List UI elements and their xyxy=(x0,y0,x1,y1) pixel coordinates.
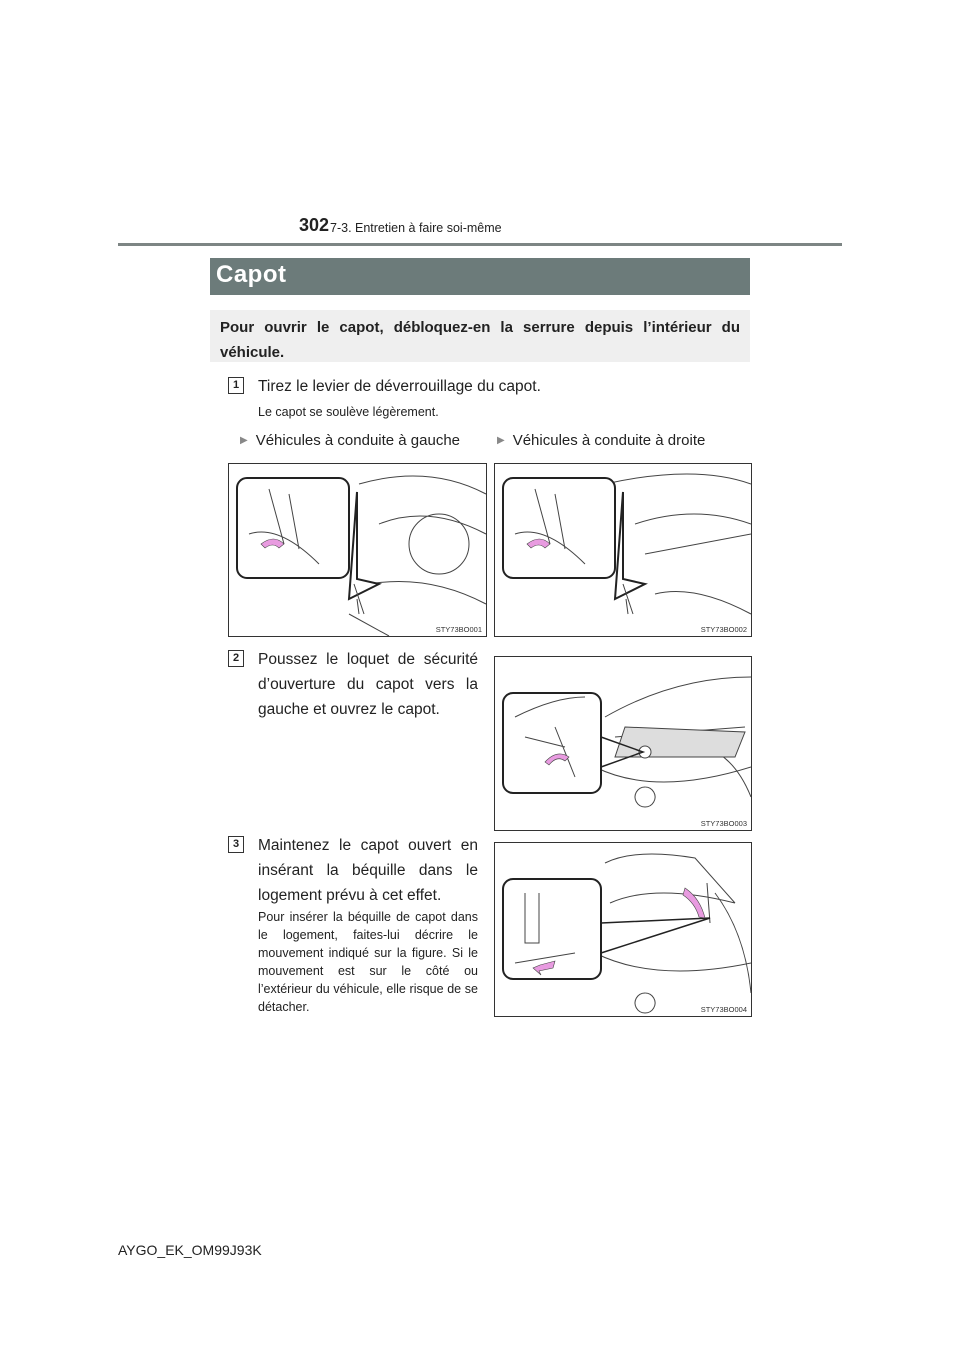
step-number: 1 xyxy=(228,377,244,394)
figure-id: STY73BO002 xyxy=(700,625,747,634)
figure-rhd-lever xyxy=(494,463,752,637)
intro-box xyxy=(210,310,750,362)
step-text: Maintenez le capot ouvert en insérant la béquille dans le logement prévu à cet effet. xyxy=(258,837,478,904)
figure-safety-latch xyxy=(494,656,752,831)
step-number: 3 xyxy=(228,836,244,853)
section-title: 7-3. Entretien à faire soi-même xyxy=(330,221,502,235)
variant-label-left xyxy=(240,432,460,449)
figure-id: STY73BO003 xyxy=(700,819,747,828)
triangle-bullet-icon: ▶ xyxy=(240,435,248,446)
page-title: Capot xyxy=(216,261,287,288)
step-number: 2 xyxy=(228,650,244,667)
figure-id: STY73BO004 xyxy=(700,1005,747,1014)
step-text: Tirez le levier de déverrouillage du capot. xyxy=(258,378,541,395)
step-note: Pour insérer la béquille de capot dans le logement, faites-lui décrire le mouvement indiqué sur la figure. Si le mouvement est sur le côté ou l’extérieur du véhicule, elle risque de se détacher. xyxy=(258,910,478,1014)
header-rule xyxy=(118,243,842,246)
variant-label-right xyxy=(497,432,705,449)
triangle-bullet-icon: ▶ xyxy=(497,435,505,446)
step-text: Poussez le loquet de sécurité d’ouverture du capot vers la gauche et ouvrez le capot. xyxy=(258,651,478,718)
title-bar xyxy=(210,258,750,295)
document-code: AYGO_EK_OM99J93K xyxy=(118,1242,262,1258)
variant-label: Véhicules à conduite à gauche xyxy=(255,432,461,449)
intro-text: Pour ouvrir le capot, débloquez-en la serrure depuis l’intérieur du véhicule. xyxy=(220,319,740,361)
figure-lhd-lever xyxy=(228,463,487,637)
step-note: Le capot se soulève légèrement. xyxy=(258,405,439,419)
figure-hood-prop xyxy=(494,842,752,1017)
variant-label: Véhicules à conduite à droite xyxy=(512,432,706,449)
page-number: 302 xyxy=(299,215,330,235)
figure-id: STY73BO001 xyxy=(435,625,482,634)
